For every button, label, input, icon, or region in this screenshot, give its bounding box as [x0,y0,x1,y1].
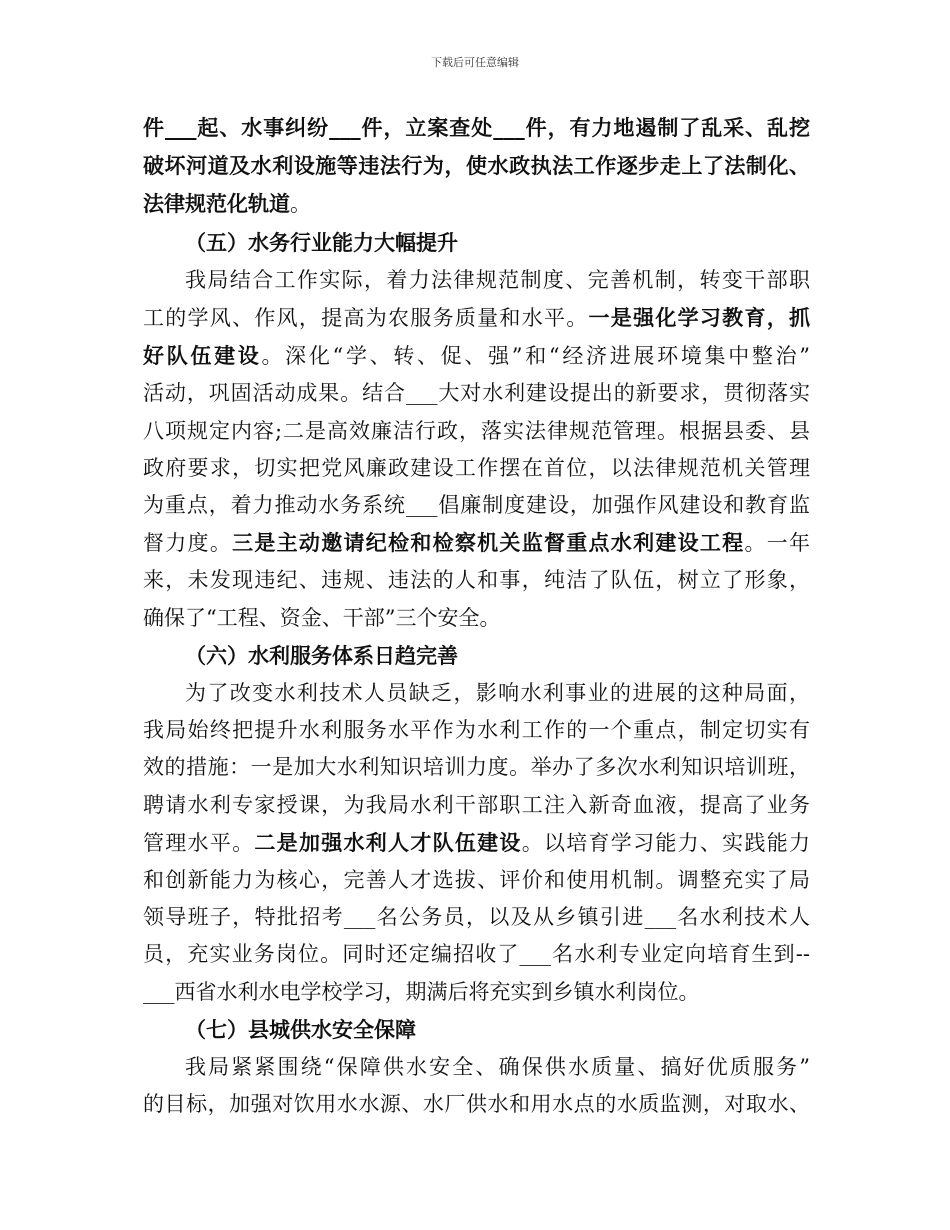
text-run: 聘请水利专家授课，为我局水利干部职工注入新奇血液，提高了业务 [143,792,810,817]
bold-text-run: 破坏河道及水利设施等违法行为，使水政执法工作逐步走上了法制化、 [143,153,810,179]
text-line [143,637,810,675]
text-line [143,524,810,562]
text-line [143,675,810,712]
bold-text-run: （五）水务行业能力大幅提升 [185,229,458,255]
text-line [143,299,810,337]
text-run: 为了改变水利技术人员缺乏，影响水利事业的进展的这种局面， [185,681,810,706]
bold-text-run: 一是强化学习教育，抓 [588,305,810,331]
text-run: 和创新能力为核心，完善人才选拔、评价和使用机制。调整充实了局 [143,868,810,893]
text-line [143,109,810,147]
text-run: 领导班子，特批招考___名公务员，以及从乡镇引进___名水利技术人 [143,905,810,930]
text-run: 我局始终把提升水利服务水平作为水利工作的一个重点，制定切实有 [143,718,810,743]
text-line [143,862,810,899]
bold-text-run: 法律规范化轨道 [143,191,290,217]
text-line [143,224,810,262]
text-run: 确保了“工程、资金、干部”三个安全。 [143,605,501,630]
text-run: 来，未发现违纪、违规、违法的人和事，纯洁了队伍，树立了形象， [143,568,810,593]
text-line [143,899,810,936]
text-line [143,787,810,824]
text-line [143,600,810,637]
text-line [143,185,810,223]
text-run: 我局结合工作实际，着力法律规范制度、完善机制，转变干部职 [185,267,810,292]
text-line [143,936,810,973]
text-run: 八项规定内容;二是高效廉洁行政，落实法律规范管理。根据县委、县 [143,418,810,443]
document-body [143,109,810,1123]
text-line [143,974,810,1011]
text-line [143,450,810,487]
text-line [143,749,810,786]
text-line [143,1086,810,1123]
text-line [143,487,810,524]
text-line [143,712,810,749]
text-run: ___西省水利水电学校学习，期满后将充实到乡镇水利岗位。 [143,979,700,1004]
bold-text-run: 件___起、水事纠纷___件，立案查处___件，有力地遏制了乱采、乱挖 [143,115,810,140]
text-line [143,413,810,450]
text-run: 。深化“学、转、促、强”和“经济进展环境集中整治” [261,344,811,369]
text-run: 的目标，加强对饮用水水源、水厂供水和用水点的水质监测，对取水、 [143,1092,810,1117]
text-line [143,337,810,375]
text-line [143,824,810,862]
text-run: 。以培育学习能力、实践能力 [521,830,811,855]
text-run: 效的措施：一是加大水利知识培训力度。举办了多次水利知识培训班， [143,755,810,780]
text-run: 督力度。 [143,531,233,556]
bold-text-run: 二是加强水利人才队伍建设 [254,829,522,855]
text-run: 活动，巩固活动成果。结合___大对水利建设提出的新要求，贯彻落实 [143,381,810,406]
page-header: 下载后可任意编辑 [431,56,519,69]
text-line [143,375,810,412]
bold-text-run: （七）县城供水安全保障 [185,1016,416,1042]
text-line [143,1011,810,1049]
text-line [143,262,810,299]
bold-text-run: 好队伍建设 [143,343,262,369]
text-run: 管理水平。 [143,830,255,855]
text-run: 为重点，着力推动水务系统___倡廉制度建设，加强作风建设和教育监 [143,493,810,518]
bold-text-run: （六）水利服务体系日趋完善 [185,642,458,668]
text-line [143,1049,810,1086]
text-line [143,562,810,599]
text-run: 员，充实业务岗位。同时还定编招收了___名水利专业定向培育生到-- [143,942,810,967]
text-run: 政府要求，切实把党风廉政建设工作摆在首位，以法律规范机关管理 [143,455,810,480]
text-run: 。一年 [744,531,811,556]
text-run: 工的学风、作风，提高为农服务质量和水平。 [143,306,589,331]
text-line [143,147,810,185]
bold-text-run: 三是主动邀请纪检和检察机关监督重点水利建设工程 [232,530,745,556]
text-run: 。 [290,192,311,217]
text-run: 我局紧紧围绕“保障供水安全、确保供水质量、搞好优质服务” [185,1055,810,1080]
